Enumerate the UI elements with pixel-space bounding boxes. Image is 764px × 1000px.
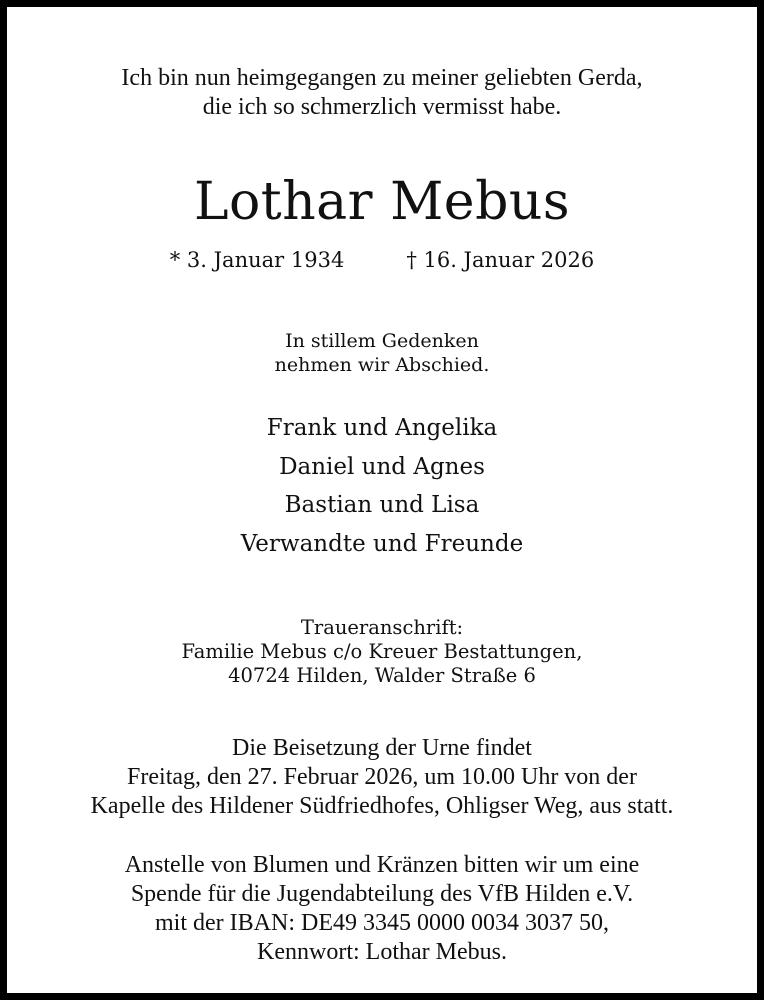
donation-line: Anstelle von Blumen und Kränzen bitten wir um eine xyxy=(124,852,640,878)
mourning-address xyxy=(7,616,757,688)
address-line: Familie Mebus c/o Kreuer Bestattungen, xyxy=(181,640,583,663)
donation-iban: mit der IBAN: DE49 3345 0000 0034 3037 50, xyxy=(155,910,609,936)
intro-line: die ich so schmerzlich vermisst habe. xyxy=(202,94,562,120)
funeral-details xyxy=(7,734,757,821)
life-dates xyxy=(7,245,757,275)
family-member: Frank und Angelika xyxy=(266,415,498,441)
remembrance-line: nehmen wir Abschied. xyxy=(274,354,490,376)
funeral-line: Die Beisetzung der Urne findet xyxy=(232,735,532,761)
family-member: Daniel und Agnes xyxy=(279,453,485,480)
remembrance-text xyxy=(7,329,757,377)
funeral-line: Freitag, den 27. Februar 2026, um 10.00 Uhr von der xyxy=(127,764,637,790)
donation-line: Spende für die Jugendabteilung des VfB Hilden e.V. xyxy=(130,881,634,907)
remembrance-line: In stillem Gedenken xyxy=(285,330,479,352)
deceased-name: Lothar Mebus xyxy=(193,172,571,232)
address-heading: Traueranschrift: xyxy=(300,616,464,639)
funeral-line: Kapelle des Hildener Südfriedhofes, Ohligser Weg, aus statt. xyxy=(90,793,674,819)
donation-keyword: Kennwort: Lothar Mebus. xyxy=(257,939,507,965)
family-member: Bastian und Lisa xyxy=(284,492,480,518)
family-list xyxy=(7,409,757,563)
intro-quote xyxy=(7,64,757,122)
address-line: 40724 Hilden, Walder Straße 6 xyxy=(228,664,536,687)
family-member: Verwandte und Freunde xyxy=(240,530,524,557)
birth-date: * 3. Januar 1934 xyxy=(169,248,345,272)
intro-line: Ich bin nun heimgegangen zu meiner geliebten Gerda, xyxy=(121,65,643,91)
donation-request xyxy=(7,851,757,967)
death-date: † 16. Januar 2026 xyxy=(406,248,595,272)
